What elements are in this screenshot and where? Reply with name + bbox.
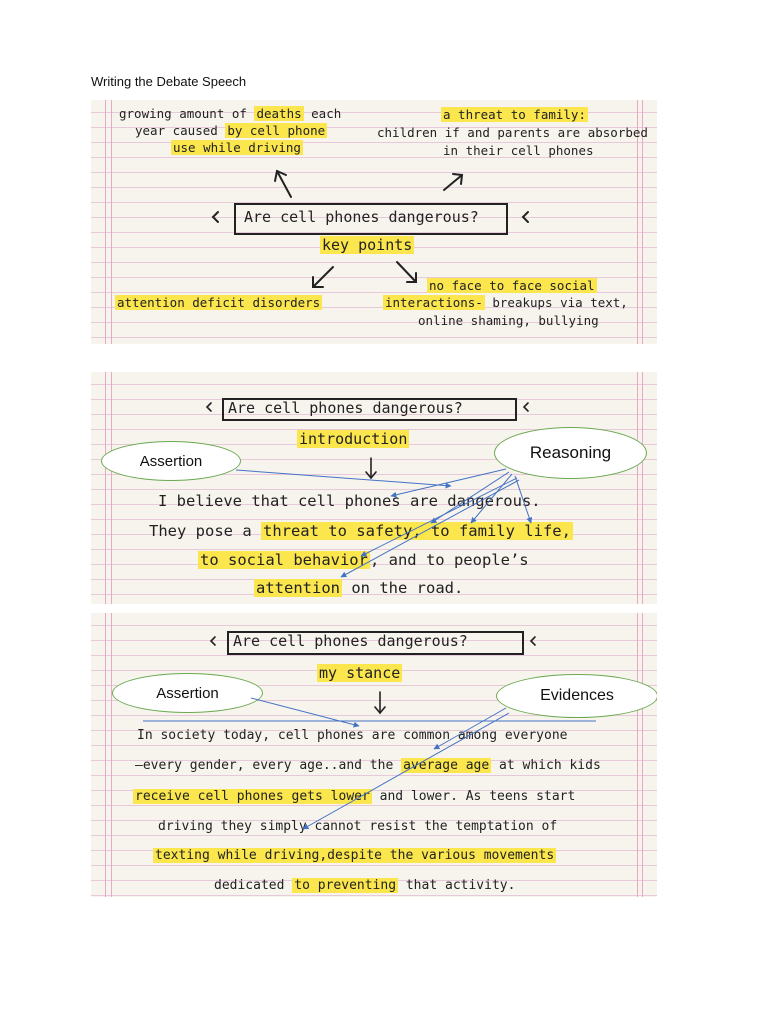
intro-line-4: attention on the road.: [256, 579, 464, 597]
attention-deficit-text: attention deficit disorders: [117, 295, 321, 310]
key-points-heading: key points: [322, 236, 413, 254]
intro-line-2: They pose a threat to safety, to family life,: [149, 522, 571, 540]
evidence-arrow-2: [303, 713, 509, 829]
stance-line-4: driving they simply cannot resist the temptation of: [158, 819, 558, 834]
evidence-arrow-1: [434, 708, 506, 749]
stance-line-6: dedicated to preventing that activity.: [214, 878, 516, 893]
reasoning-arrow-3: [471, 474, 512, 523]
my-stance-panel: [91, 613, 657, 897]
deaths-line-2: year caused by cell phone: [135, 123, 326, 138]
reasoning-arrow-5: [361, 478, 517, 556]
tick-right: [523, 212, 528, 222]
stance-line-3: receive cell phones gets lower and lower. As teens start: [135, 789, 576, 804]
deaths-line-3: use while driving: [173, 140, 301, 155]
introduction-arrows: [91, 372, 657, 604]
assertion-arrow: [251, 698, 359, 726]
arrow-up-right: [444, 175, 462, 190]
social-line-2: interactions- breakups via text,: [385, 295, 628, 310]
my-stance-heading: my stance: [319, 664, 401, 682]
reasoning-arrow-4: [515, 476, 531, 523]
introduction-panel: [91, 372, 657, 604]
family-line-2: children if and parents are absorbed: [377, 125, 648, 140]
tick-left: [211, 637, 215, 645]
tick-left: [207, 403, 211, 411]
family-line-3: in their cell phones: [443, 143, 594, 158]
intro-line-3: to social behavior , and to people’s: [200, 551, 529, 569]
question-text: Are cell phones dangerous?: [244, 208, 479, 226]
tick-left: [213, 212, 218, 222]
evidences-ellipse: Evidences: [496, 674, 657, 718]
deaths-line-1: growing amount of deaths each: [119, 106, 342, 121]
social-line-3: online shaming, bullying: [418, 313, 599, 328]
family-line-1: a threat to family:: [443, 107, 586, 122]
document-title: Writing the Debate Speech: [91, 74, 247, 89]
intro-line-1: I believe that cell phones are dangerous.: [158, 492, 541, 510]
my-stance-arrows: [91, 613, 657, 897]
assertion-arrow: [236, 470, 451, 486]
tick-right: [531, 637, 535, 645]
stance-line-2: —every gender, every age..and the average age at which kids: [135, 758, 601, 773]
question-text: Are cell phones dangerous?: [233, 632, 468, 650]
introduction-heading: introduction: [299, 430, 408, 448]
assertion-ellipse: Assertion: [101, 441, 241, 481]
question-text: Are cell phones dangerous?: [228, 399, 463, 417]
stance-line-5: texting while driving,despite the various movements: [155, 848, 555, 863]
stance-line-1: In society today, cell phones are common among everyone: [137, 728, 568, 743]
key-points-arrows: [91, 100, 657, 344]
key-points-panel: [91, 100, 657, 344]
reasoning-ellipse: Reasoning: [494, 427, 647, 479]
reasoning-arrow-6: [341, 480, 519, 577]
arrow-down-right: [397, 262, 416, 282]
social-line-1: no face to face social: [429, 278, 595, 293]
assertion-ellipse: Assertion: [112, 673, 263, 713]
tick-right: [524, 403, 528, 411]
arrow-down-left: [313, 267, 333, 287]
